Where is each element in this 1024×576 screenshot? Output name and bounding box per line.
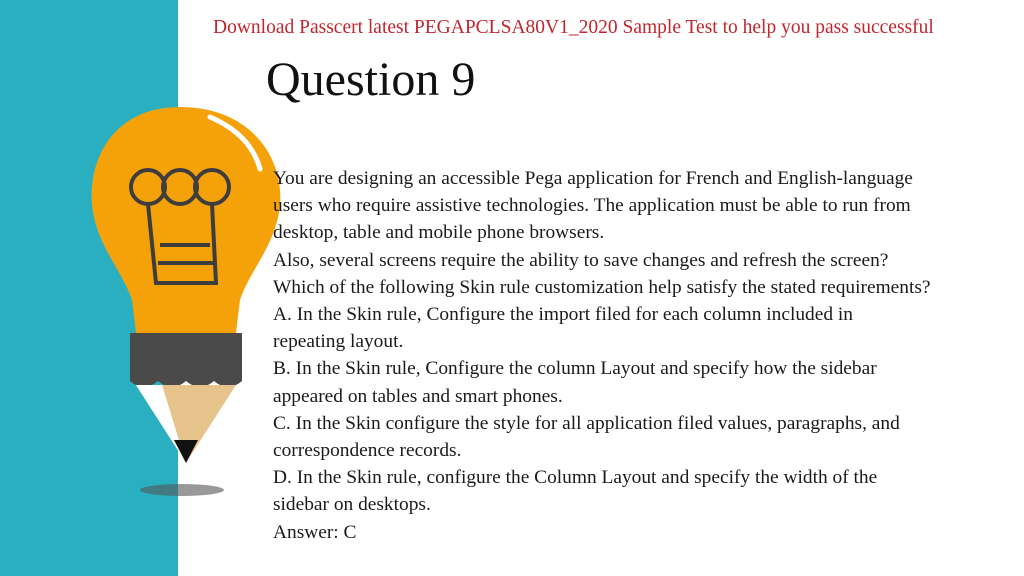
question-line: Which of the following Skin rule customization help satisfy the stated requirements? xyxy=(273,276,931,298)
option-b: B. In the Skin rule, Configure the column Layout and specify how the sidebar xyxy=(273,358,877,380)
question-body xyxy=(273,165,1018,546)
option-a: A. In the Skin rule, Configure the import filed for each column included in xyxy=(273,304,853,326)
answer-line: Answer: C xyxy=(273,521,357,543)
download-banner[interactable]: Download Passcert latest PEGAPCLSA80V1_2020 Sample Test to help you pass successful xyxy=(213,17,934,38)
option-c-cont: correspondence records. xyxy=(273,440,462,462)
question-line: users who require assistive technologies. The application must be able to run from xyxy=(273,195,911,217)
question-line: desktop, table and mobile phone browsers. xyxy=(273,222,605,244)
question-line: Also, several screens require the ability to save changes and refresh the screen? xyxy=(273,249,889,271)
option-c: C. In the Skin configure the style for all application filed values, paragraphs, and xyxy=(273,412,900,434)
option-b-cont: appeared on tables and smart phones. xyxy=(273,385,563,407)
option-d-cont: sidebar on desktops. xyxy=(273,494,431,516)
question-line: You are designing an accessible Pega application for French and English-language xyxy=(273,168,913,189)
page-title: Question 9 xyxy=(266,53,476,106)
option-d: D. In the Skin rule, configure the Column Layout and specify the width of the xyxy=(273,467,878,489)
option-a-cont: repeating layout. xyxy=(273,331,404,353)
